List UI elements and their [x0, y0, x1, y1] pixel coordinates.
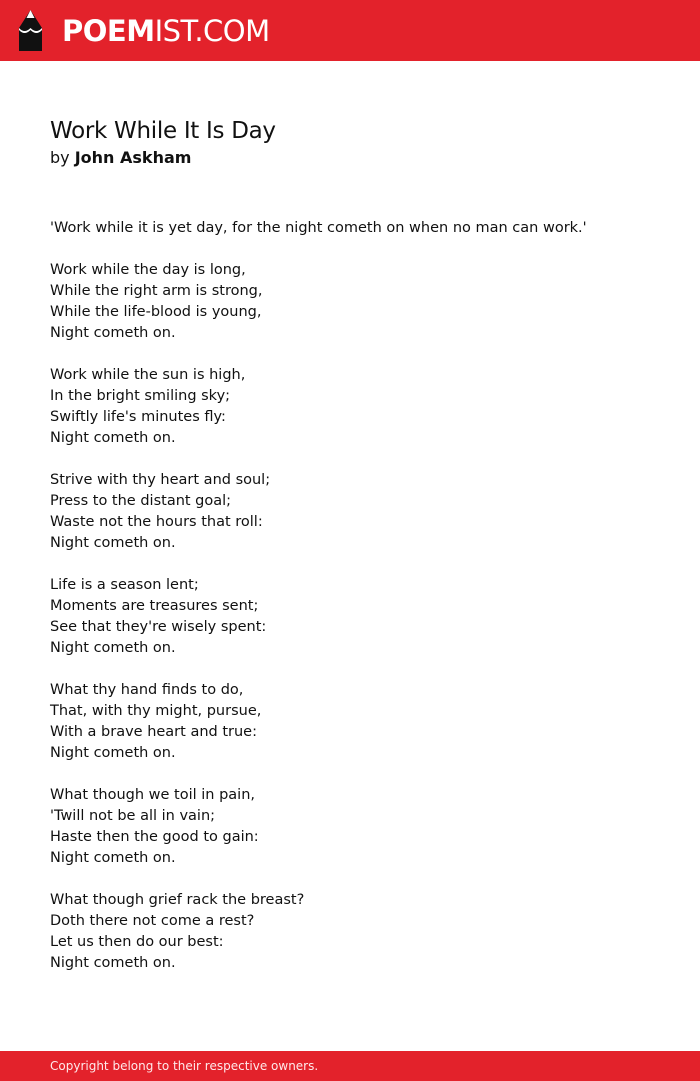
- stanza-2: [50, 365, 670, 449]
- poem-line: Night cometh on.: [50, 955, 176, 971]
- poem-line: Haste then the good to gain:: [50, 829, 259, 845]
- poem-line: Work while the day is long,: [50, 262, 246, 278]
- stanza-4: [50, 575, 670, 659]
- poem-line: Night cometh on.: [50, 640, 176, 656]
- poem-line: Night cometh on.: [50, 535, 176, 551]
- poem-line: Night cometh on.: [50, 430, 176, 446]
- site-header: [0, 0, 700, 61]
- poem-body: [50, 218, 670, 974]
- poem-line: See that they're wisely spent:: [50, 619, 267, 635]
- poem-epigraph: 'Work while it is yet day, for the night cometh on when no man can work.': [50, 220, 587, 236]
- poem-line: That, with thy might, pursue,: [50, 703, 262, 719]
- poem-line: Doth there not come a rest?: [50, 913, 255, 929]
- poem-byline: [50, 147, 650, 169]
- poem-heading: [50, 115, 650, 169]
- logo-bold-part: POEM: [62, 14, 155, 48]
- poem-line: What thy hand finds to do,: [50, 682, 244, 698]
- poem-line: Let us then do our best:: [50, 934, 224, 950]
- stanza-5: [50, 680, 670, 764]
- poem-line: Work while the sun is high,: [50, 367, 246, 383]
- poem-line: Night cometh on.: [50, 325, 176, 341]
- site-footer: [0, 1051, 700, 1081]
- poem-line: What though we toil in pain,: [50, 787, 256, 803]
- author-name: John Askham: [74, 148, 192, 167]
- poem-line: While the right arm is strong,: [50, 283, 263, 299]
- poem-line: Moments are treasures sent;: [50, 598, 259, 614]
- stanza-7: [50, 890, 670, 974]
- poem-line: Waste not the hours that roll:: [50, 514, 263, 530]
- poem-line: Strive with thy heart and soul;: [50, 472, 271, 488]
- poem-title: Work While It Is Day: [50, 118, 276, 144]
- poem-line: What though grief rack the breast?: [50, 892, 305, 908]
- poem-line: Night cometh on.: [50, 745, 176, 761]
- poem-line: In the bright smiling sky;: [50, 388, 231, 404]
- poem-line: 'Twill not be all in vain;: [50, 808, 216, 824]
- poem-line: Life is a season lent;: [50, 577, 199, 593]
- stanza-1: [50, 260, 670, 344]
- by-label: by: [50, 148, 70, 167]
- stanza-3: [50, 470, 670, 554]
- logo-light-part: IST.COM: [154, 14, 270, 48]
- poem-line: Swiftly life's minutes fly:: [50, 409, 226, 425]
- stanza-6: [50, 785, 670, 869]
- poem-line: Night cometh on.: [50, 850, 176, 866]
- poem-line: With a brave heart and true:: [50, 724, 257, 740]
- poem-line: While the life-blood is young,: [50, 304, 262, 320]
- pencil-logo-icon[interactable]: [18, 10, 43, 51]
- site-logo-text[interactable]: [62, 11, 270, 51]
- copyright-notice: Copyright belong to their respective owners.: [50, 1059, 319, 1073]
- poem-line: Press to the distant goal;: [50, 493, 232, 509]
